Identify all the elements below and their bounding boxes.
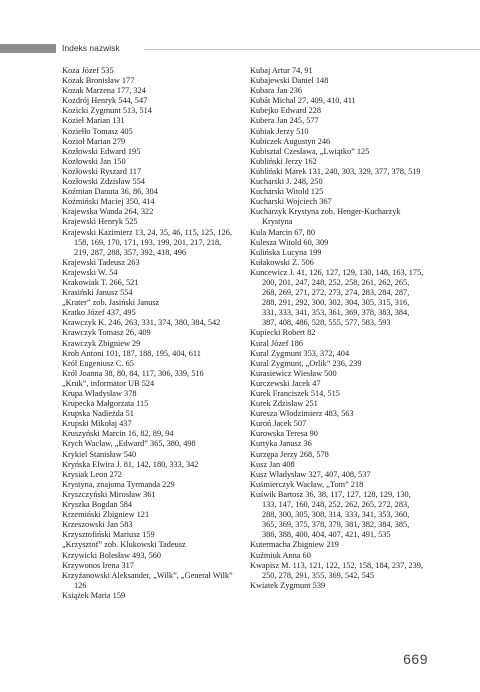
index-entry: Krykiel Stanisław 540 [62, 449, 137, 459]
index-entry: Kubara Jan 236 [250, 86, 303, 96]
index-entry: Kratko Józef 437, 495 [62, 308, 136, 318]
index-entry: Krystyna, znajoma Tyrmanda 229 [62, 479, 175, 489]
index-entry: Krzyżanowski Aleksander, „Wilk”, „Generał Wilk” 126 [62, 570, 233, 590]
index-entry: Kubát Michal 27, 409, 410, 411 [250, 96, 356, 106]
index-entry: Kubejko Edward 228 [250, 106, 321, 116]
index-entry: Kozieł Marian 131 [62, 116, 125, 126]
index-entry: Kulesza Witold 60, 309 [250, 237, 329, 247]
index-column-right [250, 66, 425, 591]
index-entry: Kubisztal Czesława, „Lwiątko” 125 [250, 146, 370, 156]
index-entry: Krawczyk K. 246, 263, 331, 374, 380, 384, 542 [62, 318, 221, 328]
index-entry: Kurek Franciszek 514, 515 [250, 389, 340, 398]
index-entry: Krawczyk Zbigniew 29 [62, 338, 141, 348]
index-entry: Król Joanna 38, 80, 84, 117, 306, 339, 516 [62, 368, 204, 378]
index-entry: Kural Zygmunt, „Orlik” 236, 239 [250, 358, 362, 368]
index-entry: Krajewski Kazimierz 13, 24, 35, 46, 115, 125, 126, 158, 169, 170, 171, 193, 199, 201, 217, 218, 219, 287, 288, 357, 392, 418, 496 [62, 227, 232, 257]
index-entry: Krzysztofiński Mariusz 159 [62, 530, 155, 540]
index-entry: Kozicki Zygmunt 513, 514 [62, 106, 152, 116]
index-entry: Kozłowski Zdzisław 554 [62, 177, 145, 187]
index-entry: Kubaj Artur 74, 91 [250, 66, 313, 75]
index-entry: Kwapisz M. 113, 121, 122, 152, 158, 184, 237, 239, 250, 278, 291, 355, 369, 542, 545 [250, 560, 423, 580]
index-entry: Kozłowski Edward 195 [62, 146, 141, 156]
running-header-title: Indeks nazwisk [62, 43, 120, 53]
index-entry: Kubliński Jerzy 162 [250, 156, 317, 166]
index-entry: Kułakowski Z. 506 [250, 257, 314, 267]
index-entry: Koziełło Tomasz 405 [62, 126, 133, 136]
index-entry: Król Eugeniusz C. 65 [62, 358, 134, 368]
index-entry: Kryszczyński Mirosław 361 [62, 489, 156, 499]
index-entry: Kutermacha Zbigniew 219 [250, 540, 339, 550]
index-entry: Kozdrój Henryk 544, 547 [62, 96, 148, 106]
index-entry: Krakowiak T. 266, 521 [62, 277, 139, 287]
index-entry: Krzywonos Irena 317 [62, 560, 134, 570]
index-entry: Kubliński Marek 131, 240, 303, 329, 377, 378, 519 [250, 166, 421, 176]
index-entry: Kubajewski Daniel 148 [250, 76, 329, 86]
index-entry: Koza Józef 535 [62, 66, 114, 75]
index-entry: „Krater” zob. Jasiński Janusz [62, 298, 160, 308]
index-entry: Kurowska Teresa 90 [250, 429, 318, 439]
index-entry: Krupecka Małgorzata 115 [62, 399, 149, 409]
index-entry: Kuśmierczyk Wacław, „Tom” 218 [250, 479, 364, 489]
index-column-left [62, 66, 237, 601]
index-entry: Kusz Władysław 327, 407, 408, 537 [250, 469, 371, 479]
index-entry: Kucharski J. 248, 250 [250, 177, 323, 187]
index-entry: Kozioł Marian 279 [62, 136, 126, 146]
index-entry: Kucharski Witold 125 [250, 187, 324, 197]
index-entry: Krupski Mikołaj 437 [62, 419, 132, 429]
index-entry: Koźmiński Maciej 350, 414 [62, 197, 155, 207]
index-entry: Kubiczek Augustyn 246 [250, 136, 331, 146]
index-entry: Kural Zygmunt 353, 372, 404 [250, 348, 350, 358]
index-entry: Krawczyk Tomasz 26, 409 [62, 328, 151, 338]
index-entry: Krupa Władysław 378 [62, 389, 137, 398]
index-entry: Kurek Zdzisław 251 [250, 399, 318, 409]
page-number: 669 [403, 651, 428, 667]
index-entry: Krajewski Henryk 525 [62, 217, 138, 227]
index-entry: Kuroń Jacek 507 [250, 419, 307, 429]
index-entry: Kruszyński Marcin 16, 82, 89, 94 [62, 429, 174, 439]
index-entry: Kurzępa Jerzy 268, 578 [250, 449, 329, 459]
index-entry: Kozłowski Ryszard 117 [62, 166, 142, 176]
index-entry: Krajewska Wanda 264, 322 [62, 207, 154, 217]
index-entry: Krzywicki Bolesław 493, 560 [62, 550, 162, 560]
index-entry: Kozak Bronisław 177 [62, 76, 135, 86]
index-entry: Koźmian Danuta 36, 86, 304 [62, 187, 158, 197]
index-entry: Kuświk Bartosz 36, 38, 117, 127, 128, 129, 130, 133, 147, 160, 248, 252, 262, 265, 272, 283, 288, 300, 305, 308, 314, 333, 341, 353, 360, 365, 369, 375, 378, 379, 381, 382, 384, 385, 386, 388, 400, 404, 407, 421, 491, 535 [250, 489, 411, 540]
index-entry: Kryszka Bogdan 584 [62, 500, 133, 510]
index-entry: Krajewski W. 54 [62, 267, 118, 277]
index-entry: Kula Marcin 67, 80 [250, 227, 315, 237]
index-entry: Kubiak Jerzy 510 [250, 126, 309, 136]
index-entry: Kucharski Wojciech 367 [250, 197, 332, 207]
index-entry: Kubera Jan 245, 577 [250, 116, 319, 126]
index-entry: Kurtyka Janusz 36 [250, 439, 312, 449]
index-entry: Kryńska Elwira J. 81, 142, 180, 333, 342 [62, 459, 199, 469]
index-entry: Krych Wacław, „Edward” 365, 380, 498 [62, 439, 196, 449]
index-entry: Kroh Antoni 101, 187, 188, 195, 404, 611 [62, 348, 201, 358]
index-entry: Krysiak Leon 272 [62, 469, 122, 479]
index-entry: Krzemiński Zbigniew 121 [62, 510, 150, 520]
header-bar [0, 44, 56, 53]
index-entry: Kurczewski Jacek 47 [250, 378, 321, 388]
index-entry: Kwiatek Zygmunt 539 [250, 580, 326, 590]
index-entry: Krajewski Tadeusz 263 [62, 257, 140, 267]
index-entry: Kozłowski Jan 150 [62, 156, 126, 166]
index-entry: „Krzysztof” zob. Klukowski Tadeusz [62, 540, 186, 550]
index-entry: Kucharzyk Krystyna zob. Henger-Kucharzyk Krystyna [250, 207, 401, 227]
index-entry: Kuresza Włodzimierz 483, 563 [250, 409, 354, 419]
index-entry: Książek Maria 159 [62, 590, 126, 600]
index-entry: Kupiecki Robert 82 [250, 328, 316, 338]
index-entry: Kulińska Lucyna 199 [250, 247, 322, 257]
index-entry: Kozak Marzena 177, 324 [62, 86, 146, 96]
index-entry: Kurasiewicz Wiesław 500 [250, 368, 337, 378]
index-entry: Krasiński Janusz 554 [62, 288, 133, 298]
index-entry: „Kruk”, informator UB 524 [62, 378, 155, 388]
header-rule [144, 49, 480, 50]
index-entry: Kusz Jan 408 [250, 459, 295, 469]
index-entry: Krupska Nadieżda 51 [62, 409, 134, 419]
index-entry: Kural Józef 186 [250, 338, 303, 348]
index-entry: Kuncewicz J. 41, 126, 127, 129, 130, 148, 163, 175, 200, 201, 247, 248, 252, 258, 261, 262, 265, 268, 269, 271, 272, 273, 274, 283, 284, 287, 288, 291, 292, 300, 302, 304, 305, 315, 316, 331, 333, 341, 353, 361, 369, 378, 383, 384, 387, 408, 486, 528, 555, 577, 583, 593 [250, 267, 424, 328]
index-entry: Krzeszowski Jan 583 [62, 520, 133, 530]
index-entry: Kuźmiuk Anna 60 [250, 550, 311, 560]
